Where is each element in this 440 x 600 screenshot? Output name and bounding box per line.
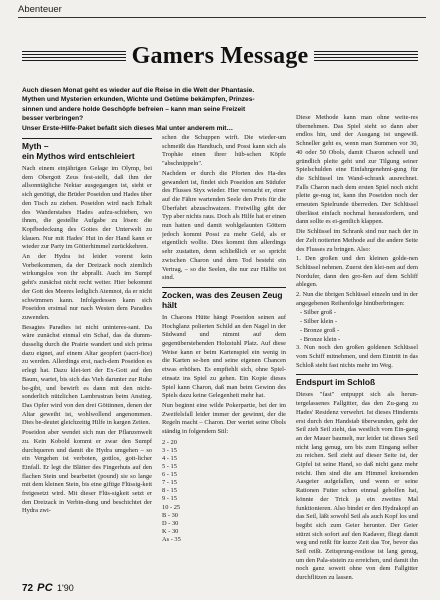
list-item: - Silber klein - <box>300 318 338 326</box>
column-left <box>22 134 152 584</box>
heading-line: hält <box>162 299 177 310</box>
heading-line: Endspurt im Schloß <box>296 377 376 388</box>
lead-line: Unser Erste-Hilfe-Paket befaßt sich dieses Mal unter anderem mit… <box>22 124 234 132</box>
section-heading-endspurt <box>296 374 418 387</box>
score-row: 7 - 15 <box>162 479 177 487</box>
section-label: Abenteuer <box>18 4 62 15</box>
section-heading-myth <box>22 138 152 161</box>
page-footer <box>22 582 74 594</box>
top-rule <box>18 17 426 18</box>
heading-line: Myth – <box>22 141 49 151</box>
body-paragraph: An der Hydra ist leider vorerst kein Vorbeikommen, da der Dreizack noch ziemlich wirkungslos von ihr abprallt. Auch im Sumpf geht's zunächst nicht recht weiter. Hier bekommt der Gott des Meeres lediglich Atemnot, da er nicht schwimmen kann. Infolgedessen kann sich Poseidon erstmal nur nach Westen dem Paradies zuwenden. <box>22 253 152 321</box>
score-row: 9 - 15 <box>162 495 177 503</box>
score-row: B - 30 <box>162 511 178 519</box>
magazine-logo: PC <box>37 582 54 594</box>
score-row: 6 - 15 <box>162 471 177 479</box>
score-row: 8 - 15 <box>162 487 177 495</box>
heading-line: ein Mythos wird entschleiert <box>22 151 135 161</box>
body-paragraph: Besagtes Paradies ist nicht uninteres-sant. Da wäre zunächst einmal ein Schaf, das da dumm-dusselig durch die Prairie wandert und sich prima dazu eignet, auf einem Altar geopfert (sacri-fice) zu werden. Allerdings erst, nach-dem Poseidon es erlegt hat. Dazu klet-tert der Ex-Gott auf den Baum, wartet, bis sich das Vieh darunter zur Ruhe be-gibt, und bewirft es dann mit den nicht-sonderlich nützlichen Lambrustran beim Anstieg. Das Opfer wird von den drei Göttinnen, denen der Altar geweiht ist, wohlwollend angenommen. Dies be-deutet gleichzeitig Hilfe in kargen Zeiten. <box>22 323 152 427</box>
body-paragraph: Nun beginnt eine wilde Pokerpartie, bei der im Zweifelsfall leider immer der gewinnt, der die Regeln macht – Charon. Der wertet seine Obols ständig in folgendem Stil: <box>162 401 286 436</box>
score-row: 5 - 15 <box>162 463 177 471</box>
score-row: 3 - 15 <box>162 446 177 454</box>
step-paragraph: 3. Nun noch den großen goldenen Schlüssel vom Schiff mitnehmen, und dem Eintritt in das Schloß steht fast nichts mehr im Weg. <box>296 344 418 369</box>
page-number: 72 <box>22 583 34 594</box>
body-paragraph: Poseidon aber wendet sich nun der Pflanzenwelt zu. Kein Kobold kommt er zwar den Sumpf durchqueren und damit die Hydra umgehen – so ein Vergehen ist verboten, gottlos, gott-licher Einfall. Er legt die Blätter des Fingerhuts auf den flachen Stein und bearbeitet (pound) sie so lange mit dem kleinen Stein, bis eine giftige Flüssig-keit freigesetzt wird. Mit dieser Flüs-sigkeit setzt er den Dreizack in Verbin-dung und beschichtet der Hydra zwi- <box>22 429 152 515</box>
score-row: 2 - 20 <box>162 438 177 446</box>
score-table <box>162 439 286 544</box>
list-item: - Bronze klein - <box>300 335 341 343</box>
step-paragraph: 2. Nun die übrigen Schlüssel einzeln und in der angegebenen Reihenfolge hinüberbringen: <box>296 291 418 307</box>
lead-line: sinnen und andere holde Geschöpfe befreien – kann man seine Freizeit <box>22 105 246 113</box>
body-paragraph: Diese Methode kann man ohne weite-res übernehmen. Das Spiel sieht so dann aber endlos hin, und der Ausgang ist ungewiß. Schneller geht es, wenn man Summen vor 30, 40 oder 50 Obols, damit Charon schnell und gründlich pleite geht und zur Tilgung seiner Spielschulden eine Einfahrgenehmi-gung für die Schlüssel im Wand-schrank ausrechnet. Falls Charon nach dem ersten Spiel noch nicht pleite ge-nug ist, kann ihn Poseidon noch der erneuten Spielrunde überreden. Der Schlüssel überlässt einfach nochmal herausfordern, und dann sollte es ei-gentlich klappen. <box>296 114 418 226</box>
title-stripe-left <box>22 51 126 62</box>
issue-label: 1'90 <box>57 583 74 593</box>
list-item: - Silber groß - <box>300 309 337 317</box>
body-paragraph: Nachdem er durch die Pforten des Ha-des gewandert ist, findet sich Poseidon am Südufer des Flusses Styx wieder. Hier versucht er, einer auf die Fähre wartenden Seele den Preis für die Überfahrt abzuschwatzen. Freiwillig gibt der Typ aber nichts raus. Doch als Hilfe hat er einen nun hatten und damit wohlgelaunten Göttern jedoch kommt Possi zu mehr Geld, als er eigentlich wollte. Dies kommt ihm allerdings sehr zustatten, denn schließlich er so spricht zwischen Charon und dem Tod besteht ein Vertrag, – so die Seelen, die nur zur Hälfte tot sind. <box>162 169 286 282</box>
lead-line: besser verbringen? <box>22 115 84 123</box>
title-stripe-right <box>314 51 418 62</box>
body-paragraph: Nach einem einjährigen Gelage im Olymp, bei dem Obergott Zeus fest-stellt, daß ihm der allsonntägliche Nektar ausgegangen ist, sieht er sich genötigt, die Brüder Poseidon und Hades über den Tisch zu ziehen. Poseidon wird nach Erhalt des Wanderstabes Hades aufzu-schieben, wo ihnen, die gestellte Aufgabe zu lösen: die Kopfbedeckung des Gottes der Unterwelt zu klauen. Nur mit Hades' Hut in der Hand kann er wieder zur Party im Götterhimmel zurückkehren. <box>22 165 152 251</box>
score-row: As - 35 <box>162 535 181 543</box>
lead-paragraph <box>22 86 282 133</box>
title-banner <box>22 37 418 75</box>
score-row: 10 - 25 <box>162 503 181 511</box>
lead-line: Auch diesen Monat geht es wieder auf die Reise in die Welt der Phantasie. <box>22 87 255 94</box>
column-middle <box>162 134 286 584</box>
list-item: - Bronze groß - <box>300 326 340 334</box>
heading-line: Zocken, was des Zeusen Zeug <box>162 289 283 300</box>
body-paragraph: schen die Schuppen wirft. Die wieder-um schmeißt das Handtuch, und Possi kann sich als Trophäe einen ihrer hüb-schen Köpfe "abschnippeln". <box>162 134 286 168</box>
score-row: 4 - 15 <box>162 454 177 462</box>
step-paragraph: 1. Den großen und den kleinen golde-nen Schlüssel nehmen. Zuerst den klei-nen auf dem Nordufer, dann den gro-ßen auf dem Schliff ablegen. <box>296 255 418 289</box>
score-row: D - 30 <box>162 519 179 527</box>
body-paragraph: In Charons Hütte hängt Poseidon seinen auf Hochglanz polierten Schild an den Nagel in der Südwand und nimmt auf dem gegenüberstehenden Holzstuhl Platz. Auf diese Weise kann er beim Kartenspiel ein wenig in die Karten se-hen und seine eigenen Chancen etwas erhöhen. Es empfiehlt sich, ohne Spiel-einsatz ins Spiel zu gehen. Ein Kopie dieses Spiel kann Charon, daß man beim Gewinn des Spiels dazu keine Gelegenheit mehr hat. <box>162 313 286 400</box>
page-title: Gamers Message <box>131 42 309 69</box>
key-order-list <box>296 309 418 344</box>
body-paragraph: Dieses "fast" entpuppt sich als herun-tergelassenes Fallgitter, das den Zu-gang zu Hades' Residenz verwehrt. Ist dieses Hindernis erst durch den Handstab überwunden, geht der Seil zieh Seil zieht, das westlich vom Ein-gang an der Mauer baumelt, nur leider ist dieses Seil nicht lang genug, um bis zum Eingang selber zu reichen. Seil zieht auf dieser Seite ist, der Gipfel ist seine Hand, so daß nicht ganz mehr reicht. Ihm sind die am Himmel kreisenden Aasgeier aufgefallen, und wenn er seine Rationen Futter schon einmal geholfen hat, könnte der Trick ja ein zweites Mal funktionieren. Also bindet er den Hydrakopf an das Seil, läßt sowohl Seil als auch Kopf los und begibt sich zum Geier herunter. Der Geier stürzt sich sofort auf den Kadaver, fliegt damit weg und reißt für kurze Zeit das Tor, bevor das Seil reißt. Zeitsprung-restlose ist lang genug, um den Pala-ststein zu erreichen, und damit ihn noch ganz soweit ohne von dem Fallgitter durchflitzen zu lassen. <box>296 391 418 582</box>
section-heading-zocken <box>162 287 286 310</box>
body-paragraph: Die Schlüssel im Schrank sind nur nach der in der Zelt notierten Methode auf die andere Seite des Flusses zu bringen. Also: <box>296 228 418 253</box>
column-right <box>296 114 418 584</box>
lead-line: Mythen und Mysterien erkunden, Wichte und Getüme bekämpfen, Prinzes- <box>22 96 255 104</box>
score-row: K - 30 <box>162 527 179 535</box>
